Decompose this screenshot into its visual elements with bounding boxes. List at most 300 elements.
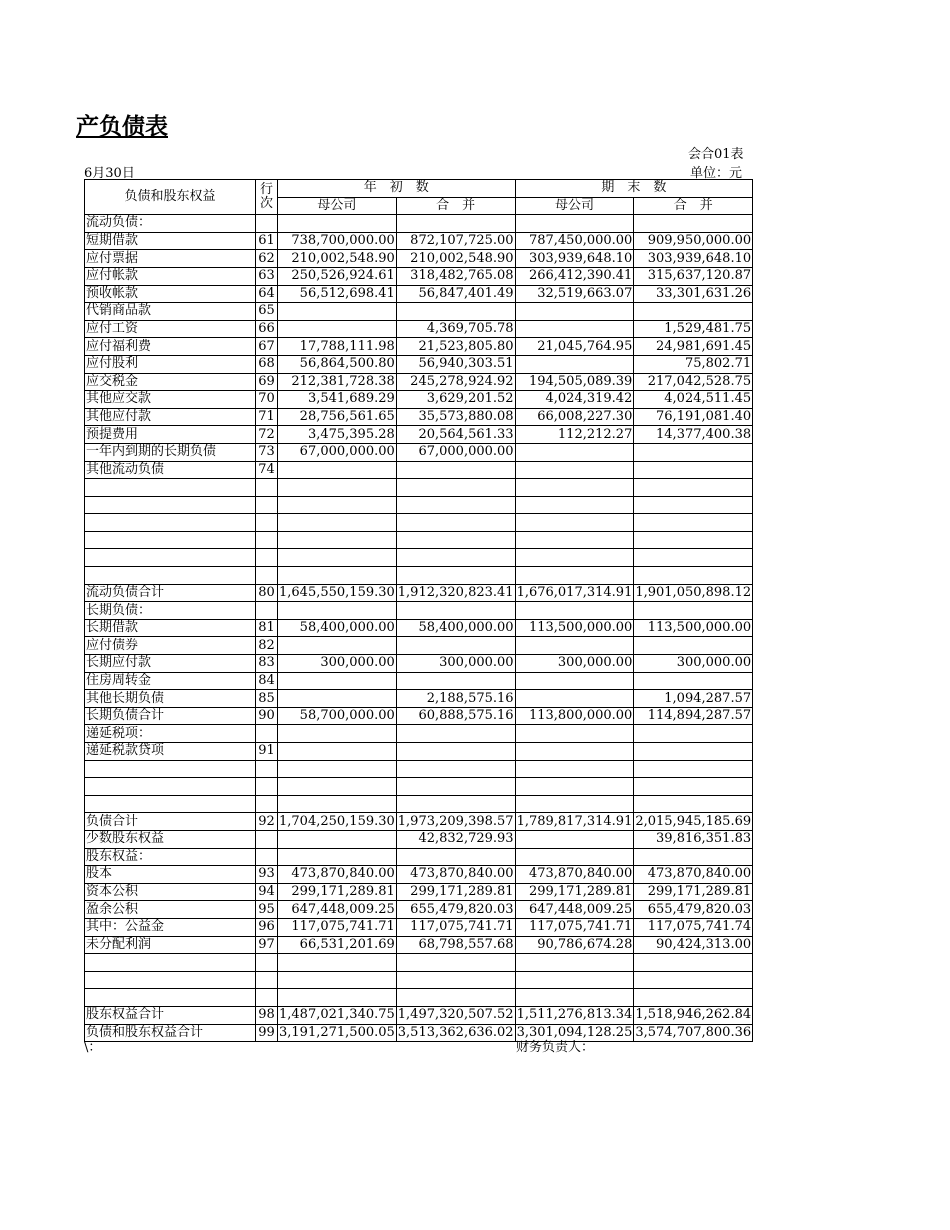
closing-consolidated-value: 300,000.00 [634, 655, 753, 673]
opening-consolidated-value: 3,513,362,636.02 [397, 1024, 514, 1040]
closing-consolidated-value: 1,518,946,262.84 [635, 1007, 752, 1023]
row-label: 流动负债合计 [85, 584, 256, 602]
opening-consolidated-value: 21,523,805.80 [396, 338, 515, 356]
row-line-number: 69 [256, 373, 278, 391]
opening-consolidated-value: 300,000.00 [396, 655, 515, 673]
opening-consolidated-value: 56,847,401.49 [396, 285, 515, 303]
closing-consolidated-value: 315,637,120.87 [634, 267, 753, 285]
row-line-number: 81 [256, 619, 278, 637]
closing-parent-value: 4,024,319.42 [515, 391, 634, 409]
closing-parent-value: 194,505,089.39 [515, 373, 634, 391]
closing-parent-value [515, 320, 634, 338]
table-row [85, 918, 753, 936]
section-row [85, 848, 753, 866]
closing-parent-value: 303,939,648.10 [515, 250, 634, 268]
opening-consolidated-value: 1,973,209,398.57 [397, 813, 514, 829]
row-label: 应付工资 [85, 320, 256, 338]
opening-parent-value: 56,512,698.41 [278, 285, 397, 303]
empty-cell [634, 848, 753, 866]
row-label: 其他应交款 [85, 391, 256, 409]
empty-cell [278, 514, 397, 532]
row-line-number: 67 [256, 338, 278, 356]
closing-consolidated-value: 909,950,000.00 [634, 232, 753, 250]
closing-consolidated-value: 75,802.71 [634, 355, 753, 373]
empty-row [85, 514, 753, 532]
empty-row [85, 496, 753, 514]
opening-parent-value [278, 672, 397, 690]
opening-parent-value: 3,475,395.28 [278, 426, 397, 444]
row-label: 代销商品款 [85, 303, 256, 321]
row-label: 资本公积 [85, 883, 256, 901]
closing-consolidated-value: 114,894,287.57 [634, 707, 753, 725]
table-row [85, 373, 753, 391]
opening-parent-value: 58,400,000.00 [278, 619, 397, 637]
table-row [85, 584, 753, 602]
empty-cell [634, 795, 753, 813]
table-row [85, 1006, 753, 1024]
row-line-number: 94 [256, 883, 278, 901]
table-row [85, 883, 753, 901]
opening-parent-value: 212,381,728.38 [278, 373, 397, 391]
opening-consolidated-value [396, 672, 515, 690]
empty-cell [515, 989, 634, 1007]
empty-row [85, 760, 753, 778]
empty-cell [634, 989, 753, 1007]
row-label: 应付帐款 [85, 267, 256, 285]
closing-parent-value: 113,500,000.00 [515, 619, 634, 637]
empty-cell [396, 215, 515, 233]
closing-parent-value: 90,786,674.28 [515, 936, 634, 954]
empty-cell [515, 971, 634, 989]
table-row [85, 1024, 753, 1042]
currency-unit: 单位：元 [690, 166, 743, 181]
empty-cell [278, 725, 397, 743]
table-row [85, 391, 753, 409]
empty-cell [278, 549, 397, 567]
row-line-number: 83 [256, 655, 278, 673]
report-date: 6月30日 [84, 166, 135, 181]
row-label: 应付债券 [85, 637, 256, 655]
empty-cell [278, 479, 397, 497]
closing-consolidated-value: 2,015,945,185.69 [635, 813, 752, 829]
header-opening-parent: 母公司 [278, 197, 397, 215]
opening-consolidated-value: 20,564,561.33 [396, 426, 515, 444]
table-header-row [85, 180, 753, 198]
closing-parent-value: 66,008,227.30 [515, 408, 634, 426]
table-row [85, 830, 753, 848]
opening-parent-value [278, 303, 397, 321]
row-label: 盈余公积 [85, 901, 256, 919]
empty-cell [256, 778, 278, 796]
row-line-number: 99 [256, 1024, 278, 1042]
opening-parent-value: 17,788,111.98 [278, 338, 397, 356]
empty-cell [634, 215, 753, 233]
empty-cell [396, 848, 515, 866]
empty-cell [278, 602, 397, 620]
empty-cell [256, 725, 278, 743]
header-closing-consolidated: 合 并 [634, 197, 753, 215]
empty-cell [85, 989, 256, 1007]
header-closing: 期 末 数 [515, 180, 753, 198]
closing-consolidated-value: 90,424,313.00 [634, 936, 753, 954]
row-line-number [256, 830, 278, 848]
empty-cell [515, 496, 634, 514]
empty-cell [515, 725, 634, 743]
empty-cell [256, 954, 278, 972]
empty-cell [85, 549, 256, 567]
opening-consolidated-value: 318,482,765.08 [396, 267, 515, 285]
opening-consolidated-value: 872,107,725.00 [396, 232, 515, 250]
closing-consolidated-value: 113,500,000.00 [634, 619, 753, 637]
table-row [85, 672, 753, 690]
opening-parent-value: 58,700,000.00 [278, 707, 397, 725]
empty-row [85, 549, 753, 567]
opening-consolidated-value [396, 637, 515, 655]
row-label: 预收帐款 [85, 285, 256, 303]
empty-cell [256, 531, 278, 549]
empty-cell [396, 567, 515, 585]
empty-cell [634, 567, 753, 585]
empty-cell [278, 971, 397, 989]
header-opening-consolidated: 合 并 [396, 197, 515, 215]
empty-cell [396, 549, 515, 567]
opening-parent-value [278, 743, 397, 761]
opening-consolidated-value [396, 743, 515, 761]
empty-row [85, 954, 753, 972]
empty-cell [278, 531, 397, 549]
table-row [85, 619, 753, 637]
row-line-number: 90 [256, 707, 278, 725]
closing-parent-value: 300,000.00 [515, 655, 634, 673]
opening-parent-value [278, 637, 397, 655]
empty-cell [278, 215, 397, 233]
opening-parent-value: 210,002,548.90 [278, 250, 397, 268]
table-row [85, 936, 753, 954]
closing-consolidated-value [634, 743, 753, 761]
empty-cell [85, 954, 256, 972]
empty-cell [278, 954, 397, 972]
empty-cell [256, 549, 278, 567]
row-line-number: 84 [256, 672, 278, 690]
closing-consolidated-value: 217,042,528.75 [634, 373, 753, 391]
row-label: 应交税金 [85, 373, 256, 391]
footer-finance-officer: 财务负责人： [516, 1040, 595, 1055]
row-label: 长期借款 [85, 619, 256, 637]
row-line-number: 97 [256, 936, 278, 954]
closing-consolidated-value: 1,529,481.75 [634, 320, 753, 338]
section-row [85, 602, 753, 620]
opening-parent-value: 3,541,689.29 [278, 391, 397, 409]
empty-cell [515, 602, 634, 620]
closing-parent-value [515, 303, 634, 321]
opening-consolidated-value: 3,629,201.52 [396, 391, 515, 409]
opening-parent-value: 1,704,250,159.30 [279, 813, 395, 829]
header-line: 行次 [256, 180, 278, 215]
row-line-number: 63 [256, 267, 278, 285]
row-line-number: 64 [256, 285, 278, 303]
opening-parent-value: 66,531,201.69 [278, 936, 397, 954]
opening-consolidated-value: 58,400,000.00 [396, 619, 515, 637]
empty-cell [396, 725, 515, 743]
closing-parent-value: 647,448,009.25 [515, 901, 634, 919]
row-label: 预提费用 [85, 426, 256, 444]
row-line-number: 91 [256, 743, 278, 761]
closing-parent-value: 473,870,840.00 [515, 866, 634, 884]
empty-row [85, 971, 753, 989]
row-line-number: 98 [256, 1006, 278, 1024]
row-label: 股东权益合计 [85, 1006, 256, 1024]
empty-cell [515, 848, 634, 866]
table-row [85, 267, 753, 285]
row-label: 股本 [85, 866, 256, 884]
empty-row [85, 479, 753, 497]
empty-cell [396, 954, 515, 972]
row-label: 未分配利润 [85, 936, 256, 954]
header-item: 负债和股东权益 [85, 180, 256, 215]
row-label: 短期借款 [85, 232, 256, 250]
empty-row [85, 778, 753, 796]
table-row [85, 901, 753, 919]
row-line-number: 72 [256, 426, 278, 444]
closing-consolidated-value [634, 672, 753, 690]
opening-consolidated-value: 117,075,741.71 [396, 918, 515, 936]
empty-cell [85, 760, 256, 778]
empty-cell [85, 479, 256, 497]
row-label: 少数股东权益 [85, 830, 256, 848]
closing-parent-value: 32,519,663.07 [515, 285, 634, 303]
closing-consolidated-value: 299,171,289.81 [634, 883, 753, 901]
row-label: 应付票据 [85, 250, 256, 268]
row-label: 递延税款贷项 [85, 743, 256, 761]
empty-cell [85, 795, 256, 813]
row-line-number: 61 [256, 232, 278, 250]
section-label: 流动负债： [85, 215, 256, 233]
empty-row [85, 795, 753, 813]
empty-cell [85, 496, 256, 514]
empty-cell [634, 725, 753, 743]
empty-cell [256, 971, 278, 989]
row-line-number: 92 [256, 813, 278, 831]
opening-parent-value: 299,171,289.81 [278, 883, 397, 901]
empty-cell [515, 778, 634, 796]
closing-parent-value [515, 443, 634, 461]
closing-consolidated-value: 1,094,287.57 [634, 690, 753, 708]
table-row [85, 355, 753, 373]
empty-cell [634, 479, 753, 497]
empty-cell [278, 760, 397, 778]
opening-consolidated-value: 2,188,575.16 [396, 690, 515, 708]
header-closing-parent: 母公司 [515, 197, 634, 215]
table-row [85, 338, 753, 356]
opening-parent-value: 250,526,924.61 [278, 267, 397, 285]
empty-cell [515, 954, 634, 972]
closing-parent-value: 266,412,390.41 [515, 267, 634, 285]
empty-cell [278, 567, 397, 585]
opening-consolidated-value: 299,171,289.81 [396, 883, 515, 901]
empty-cell [515, 531, 634, 549]
closing-consolidated-value: 33,301,631.26 [634, 285, 753, 303]
empty-cell [256, 496, 278, 514]
opening-parent-value: 738,700,000.00 [278, 232, 397, 250]
opening-parent-value: 28,756,561.65 [278, 408, 397, 426]
row-line-number: 71 [256, 408, 278, 426]
table-row [85, 690, 753, 708]
row-line-number: 65 [256, 303, 278, 321]
empty-cell [85, 567, 256, 585]
empty-cell [634, 954, 753, 972]
opening-parent-value: 67,000,000.00 [278, 443, 397, 461]
closing-parent-value: 1,511,276,813.34 [516, 1007, 633, 1023]
empty-cell [634, 971, 753, 989]
closing-consolidated-value [634, 461, 753, 479]
row-label: 负债合计 [85, 813, 256, 831]
row-label: 其中：公益金 [85, 918, 256, 936]
opening-parent-value: 1,487,021,340.75 [279, 1007, 395, 1023]
empty-cell [278, 848, 397, 866]
empty-cell [278, 989, 397, 1007]
section-label: 递延税项： [85, 725, 256, 743]
opening-consolidated-value [396, 303, 515, 321]
closing-consolidated-value: 3,574,707,800.36 [635, 1024, 752, 1040]
row-label: 应付股利 [85, 355, 256, 373]
opening-parent-value [278, 690, 397, 708]
opening-consolidated-value [396, 461, 515, 479]
closing-consolidated-value [634, 443, 753, 461]
empty-cell [396, 496, 515, 514]
table-row [85, 461, 753, 479]
table-row [85, 320, 753, 338]
row-label: 住房周转金 [85, 672, 256, 690]
empty-cell [396, 760, 515, 778]
table-row [85, 443, 753, 461]
table-row [85, 408, 753, 426]
footer-left: \： [84, 1040, 102, 1055]
empty-cell [396, 531, 515, 549]
opening-consolidated-value: 4,369,705.78 [396, 320, 515, 338]
empty-cell [396, 778, 515, 796]
row-label: 应付福利费 [85, 338, 256, 356]
table-row [85, 655, 753, 673]
closing-parent-value: 1,789,817,314.91 [516, 813, 633, 829]
closing-parent-value: 299,171,289.81 [515, 883, 634, 901]
closing-consolidated-value: 473,870,840.00 [634, 866, 753, 884]
closing-parent-value [515, 461, 634, 479]
empty-cell [256, 215, 278, 233]
row-line-number: 82 [256, 637, 278, 655]
empty-row [85, 531, 753, 549]
empty-cell [278, 795, 397, 813]
opening-parent-value: 117,075,741.71 [278, 918, 397, 936]
closing-parent-value: 1,676,017,314.91 [516, 584, 633, 600]
opening-consolidated-value: 35,573,880.08 [396, 408, 515, 426]
empty-row [85, 989, 753, 1007]
closing-parent-value [515, 830, 634, 848]
row-line-number: 95 [256, 901, 278, 919]
opening-consolidated-value: 1,497,320,507.52 [397, 1007, 514, 1023]
balance-sheet-table [84, 179, 753, 1042]
closing-consolidated-value: 655,479,820.03 [634, 901, 753, 919]
empty-cell [515, 795, 634, 813]
opening-parent-value: 1,645,550,159.30 [279, 584, 395, 600]
empty-cell [396, 971, 515, 989]
table-row [85, 743, 753, 761]
row-line-number: 80 [256, 584, 278, 602]
empty-cell [515, 760, 634, 778]
closing-consolidated-value [634, 303, 753, 321]
row-label: 一年内到期的长期负债 [85, 443, 256, 461]
opening-parent-value [278, 830, 397, 848]
closing-parent-value [515, 743, 634, 761]
empty-cell [278, 778, 397, 796]
closing-consolidated-value: 117,075,741.74 [634, 918, 753, 936]
empty-cell [634, 514, 753, 532]
row-label: 其他流动负债 [85, 461, 256, 479]
opening-consolidated-value: 56,940,303.51 [396, 355, 515, 373]
closing-parent-value: 113,800,000.00 [515, 707, 634, 725]
opening-parent-value [278, 320, 397, 338]
table-row [85, 426, 753, 444]
closing-consolidated-value [634, 637, 753, 655]
empty-cell [278, 496, 397, 514]
empty-cell [396, 989, 515, 1007]
empty-cell [515, 215, 634, 233]
empty-cell [256, 514, 278, 532]
section-row [85, 215, 753, 233]
opening-consolidated-value: 42,832,729.93 [396, 830, 515, 848]
row-line-number: 96 [256, 918, 278, 936]
opening-consolidated-value: 1,912,320,823.41 [397, 584, 514, 600]
table-row [85, 303, 753, 321]
empty-cell [634, 549, 753, 567]
row-line-number: 85 [256, 690, 278, 708]
row-label: 其他长期负债 [85, 690, 256, 708]
table-row [85, 285, 753, 303]
opening-parent-value: 473,870,840.00 [278, 866, 397, 884]
empty-cell [634, 496, 753, 514]
empty-cell [85, 971, 256, 989]
opening-parent-value: 300,000.00 [278, 655, 397, 673]
opening-consolidated-value: 60,888,575.16 [396, 707, 515, 725]
empty-cell [396, 514, 515, 532]
section-label: 股东权益： [85, 848, 256, 866]
closing-consolidated-value: 24,981,691.45 [634, 338, 753, 356]
row-line-number: 74 [256, 461, 278, 479]
table-row [85, 813, 753, 831]
row-label: 长期负债合计 [85, 707, 256, 725]
closing-parent-value [515, 637, 634, 655]
empty-cell [515, 514, 634, 532]
empty-cell [256, 602, 278, 620]
closing-parent-value: 117,075,741.71 [515, 918, 634, 936]
empty-cell [515, 549, 634, 567]
opening-consolidated-value: 245,278,924.92 [396, 373, 515, 391]
opening-parent-value: 56,864,500.80 [278, 355, 397, 373]
empty-cell [256, 567, 278, 585]
table-row [85, 866, 753, 884]
row-label: 长期应付款 [85, 655, 256, 673]
empty-row [85, 567, 753, 585]
closing-consolidated-value: 39,816,351.83 [634, 830, 753, 848]
closing-consolidated-value: 76,191,081.40 [634, 408, 753, 426]
header-opening: 年 初 数 [278, 180, 516, 198]
opening-consolidated-value: 67,000,000.00 [396, 443, 515, 461]
opening-parent-value: 3,191,271,500.05 [279, 1024, 395, 1040]
closing-parent-value: 3,301,094,128.25 [516, 1024, 633, 1040]
form-number: 会合01表 [688, 147, 744, 162]
empty-cell [256, 479, 278, 497]
closing-consolidated-value: 14,377,400.38 [634, 426, 753, 444]
empty-cell [396, 795, 515, 813]
